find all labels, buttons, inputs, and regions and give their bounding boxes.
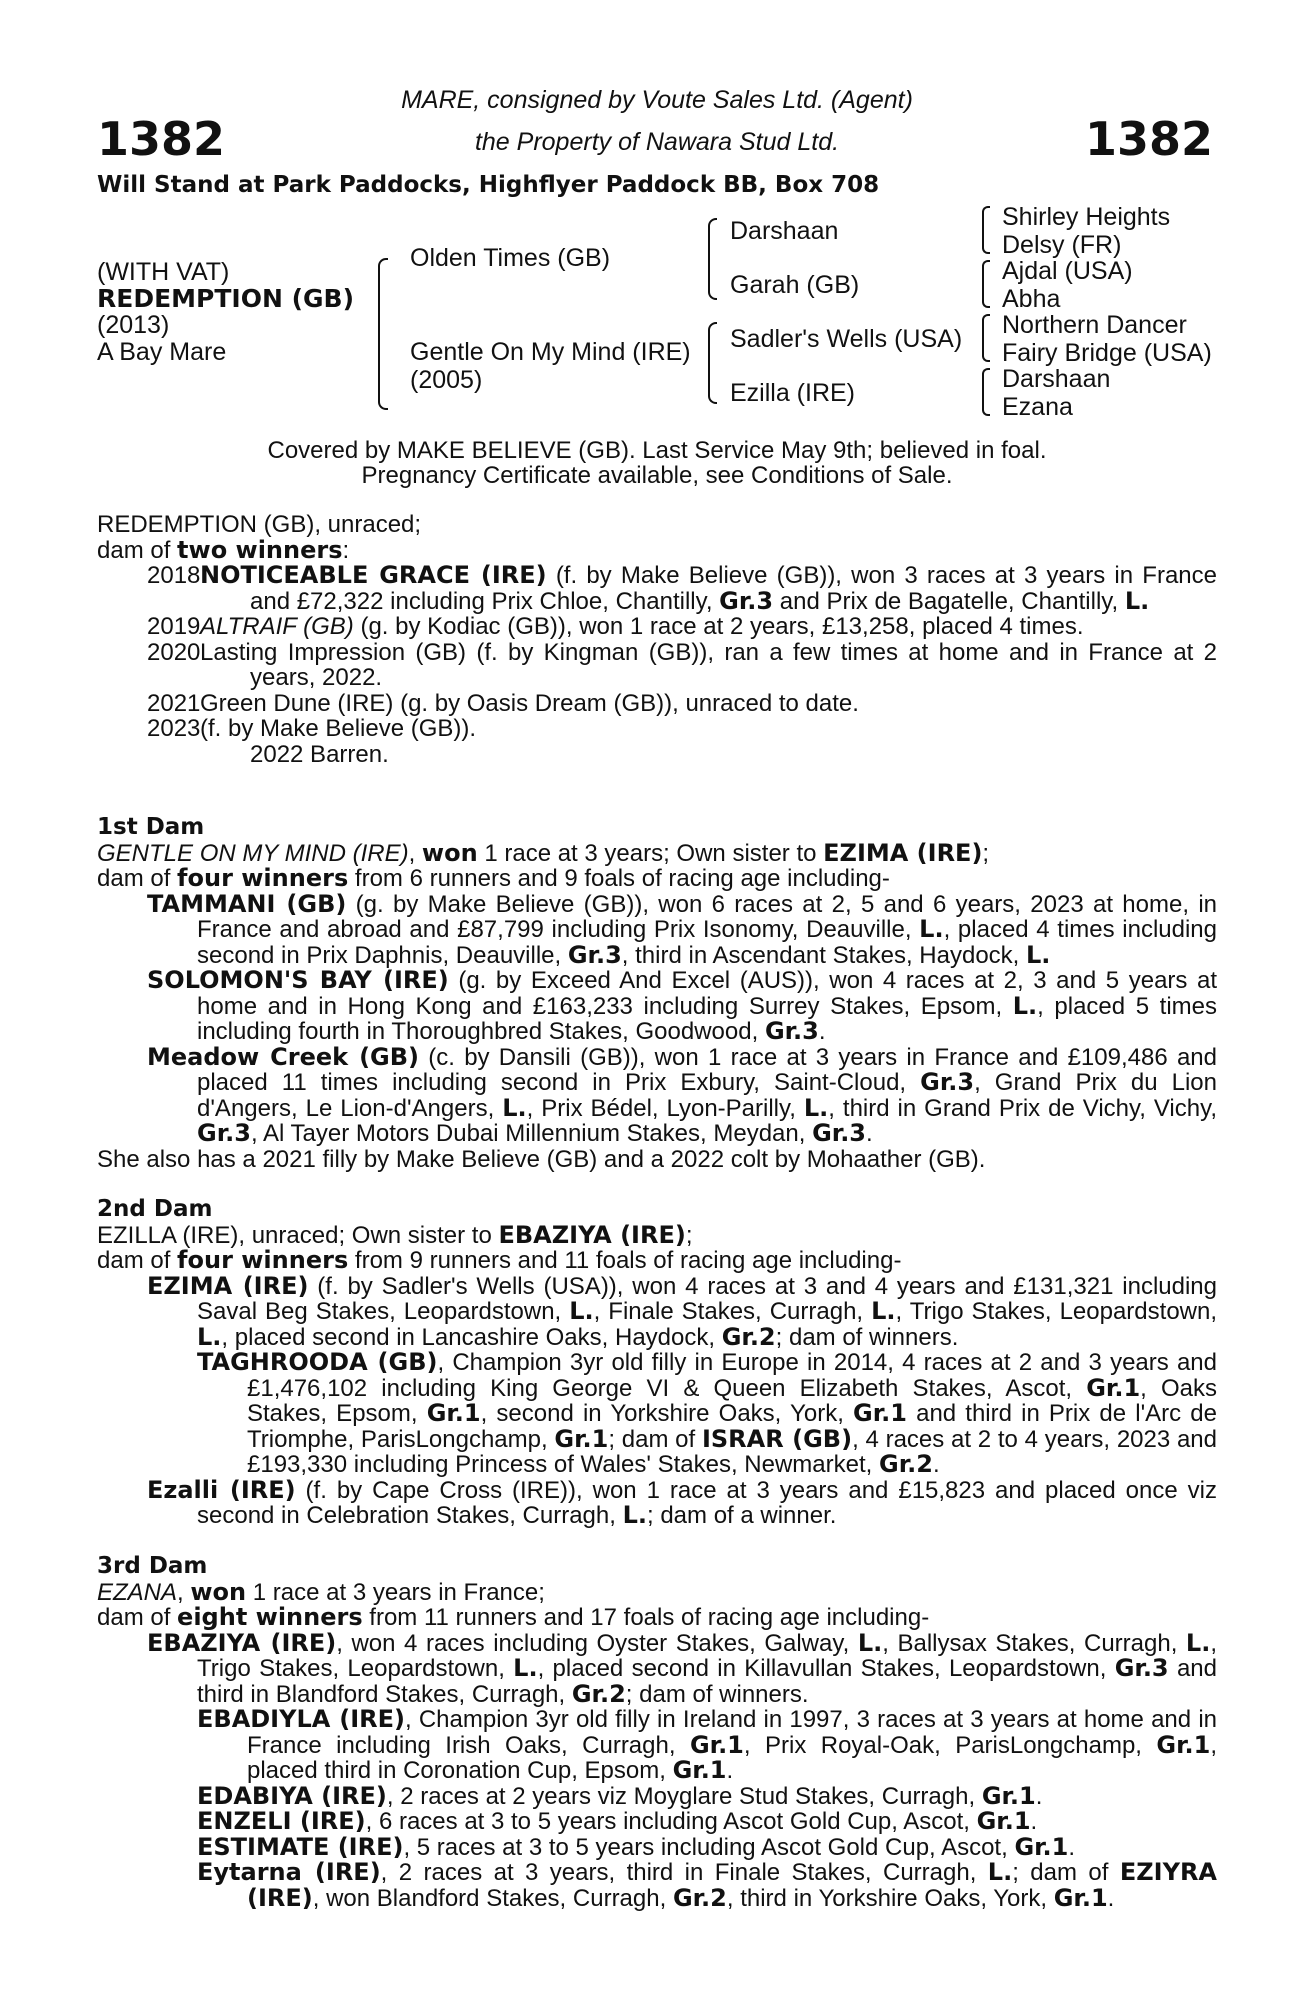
lot-number-left: 1382 bbox=[97, 112, 226, 166]
section-heading: 1st Dam bbox=[97, 814, 205, 840]
produce-year: 2020 bbox=[147, 638, 201, 666]
progeny-entry: ENZELI (IRE), 6 races at 3 to 5 years including Ascot Gold Cup, Ascot, Gr.1. bbox=[197, 1807, 1038, 1835]
produce-entry: (f. by Make Believe (GB)). bbox=[200, 715, 477, 742]
vat-label: (WITH VAT) bbox=[97, 258, 230, 286]
dam-year: (2005) bbox=[410, 366, 483, 394]
horse-name: REDEMPTION (GB) bbox=[97, 284, 355, 313]
progeny-entry: TAMMANI (GB) (g. by Make Believe (GB)), won 6 races at 2, 5 and 6 years, 2023 at home, in France and abroad and £87,799 including Prix Isonomy, Deauville, L., placed 4 times including second in Prix Daphnis, Deauville, Gr.3, third in Ascendant Stakes, Haydock, L. bbox=[147, 889, 1218, 969]
pedigree-g6: Fairy Bridge (USA) bbox=[1002, 339, 1212, 367]
third-dam-section bbox=[97, 1554, 1217, 1911]
pedigree-g3: Ajdal (USA) bbox=[1002, 257, 1133, 285]
pedigree-g7: Darshaan bbox=[1002, 365, 1111, 393]
brace bbox=[378, 258, 388, 410]
progeny-entry: EBADIYLA (IRE), Champion 3yr old filly in Ireland in 1997, 3 races at 3 years at home and in France including Irish Oaks, Curragh, Gr.1, Prix Royal-Oak, ParisLongchamp, Gr.1, placed third in Coronation Cup, Epsom, Gr.1. bbox=[197, 1705, 1218, 1784]
sire-sire: Darshaan bbox=[730, 217, 839, 245]
produce-year: 2019 bbox=[147, 613, 201, 640]
section-heading: 3rd Dam bbox=[97, 1553, 208, 1579]
lot-number-right: 1382 bbox=[1085, 112, 1214, 166]
produce-row bbox=[97, 563, 1217, 614]
pedigree-g2: Delsy (FR) bbox=[1002, 231, 1122, 259]
pedigree-g4: Abha bbox=[1002, 285, 1061, 313]
produce-row bbox=[97, 614, 1217, 640]
produce-row bbox=[97, 691, 1217, 717]
dam: Gentle On My Mind (IRE) bbox=[410, 338, 691, 366]
stand-location: Will Stand at Park Paddocks, Highflyer Paddock BB, Box 708 bbox=[97, 172, 880, 198]
brace bbox=[708, 322, 717, 404]
dam-line: GENTLE ON MY MIND (IRE), won 1 race at 3 years; Own sister to EZIMA (IRE); bbox=[97, 838, 990, 867]
also-line: She also has a 2021 filly by Make Believe (GB) and a 2022 colt by Mohaather (GB). bbox=[97, 1145, 986, 1173]
brace bbox=[982, 314, 990, 362]
progeny-entry: EBAZIYA (IRE), won 4 races including Oyster Stakes, Galway, L., Ballysax Stakes, Curragh, L., Trigo Stakes, Leopardstown, L., placed second in Killavullan Stakes, Leopardstown, Gr.3 and third in Blandford Stakes, Curragh, Gr.2; dam of winners. bbox=[147, 1628, 1218, 1708]
produce-intro: REDEMPTION (GB), unraced; bbox=[97, 511, 422, 538]
pedigree-g8: Ezana bbox=[1002, 393, 1073, 421]
dam-sire: Sadler's Wells (USA) bbox=[730, 325, 963, 353]
produce-year: 2021 bbox=[147, 689, 201, 717]
produce-dam-of: dam of two winners: bbox=[97, 535, 350, 564]
pedigree-g1: Shirley Heights bbox=[1002, 203, 1171, 231]
progeny-entry: EZIMA (IRE) (f. by Sadler's Wells (USA)), won 4 races at 3 and 4 years and £131,321 including Saval Beg Stakes, Leopardstown, L., Finale Stakes, Curragh, L., Trigo Stakes, Leopardstown, L., placed second in Lancashire Oaks, Haydock, Gr.2; dam of winners. bbox=[147, 1271, 1218, 1351]
brace bbox=[708, 218, 717, 300]
produce-entry: NOTICEABLE GRACE (IRE) (f. by Make Believe (GB)), won 3 races at 3 years in France and £72,322 including Prix Chloe, Chantilly, Gr.3 and Prix de Bagatelle, Chantilly, L. bbox=[200, 561, 1217, 615]
covered-line: Covered by MAKE BELIEVE (GB). Last Service May 9th; believed in foal. bbox=[267, 437, 1047, 464]
consignor-line: MARE, consigned by Voute Sales Ltd. (Agent) bbox=[401, 86, 913, 114]
pregnancy-line: Pregnancy Certificate available, see Conditions of Sale. bbox=[361, 462, 953, 489]
dam-of-line: dam of four winners from 6 runners and 9 foals of racing age including- bbox=[97, 864, 890, 892]
dam-dam: Ezilla (IRE) bbox=[730, 379, 856, 407]
dam-line: EZILLA (IRE), unraced; Own sister to EBAZIYA (IRE); bbox=[97, 1220, 693, 1249]
progeny-entry: TAGHROODA (GB), Champion 3yr old filly in Europe in 2014, 4 races at 2 and 3 years and £1,476,102 including King George VI & Queen Elizabeth Stakes, Ascot, Gr.1, Oaks Stakes, Epsom, Gr.1, second in Yorkshire Oaks, York, Gr.1 and third in Prix de l'Arc de Triomphe, ParisLongchamp, Gr.1; dam of ISRAR (GB), 4 races at 2 to 4 years, 2023 and £193,330 including Princess of Wales' Stakes, Newmarket, Gr.2. bbox=[197, 1348, 1218, 1478]
produce-record bbox=[97, 512, 1217, 767]
second-dam-section bbox=[97, 1197, 1217, 1529]
brace bbox=[982, 206, 990, 254]
progeny-entry: Eytarna (IRE), 2 races at 3 years, third in Finale Stakes, Curragh, L.; dam of EZIYRA (IRE), won Blandford Stakes, Curragh, Gr.2, third in Yorkshire Oaks, York, Gr.1. bbox=[197, 1858, 1218, 1912]
property-line: the Property of Nawara Stud Ltd. bbox=[474, 128, 840, 156]
horse-year: (2013) bbox=[97, 311, 170, 339]
first-dam-section bbox=[97, 815, 1217, 1172]
progeny-entry: ESTIMATE (IRE), 5 races at 3 to 5 years including Ascot Gold Cup, Ascot, Gr.1. bbox=[197, 1832, 1076, 1861]
progeny-entry: Meadow Creek (GB) (c. by Dansili (GB)), won 1 race at 3 years in France and £109,486 and placed 11 times including second in Prix Exbury, Saint-Cloud, Gr.3, Grand Prix du Lion d'Angers, Le Lion-d'Angers, L., Prix Bédel, Lyon-Parilly, L., third in Grand Prix de Vichy, Vichy, Gr.3, Al Tayer Motors Dubai Millennium Stakes, Meydan, Gr.3. bbox=[147, 1042, 1217, 1147]
produce-row bbox=[97, 640, 1217, 691]
progeny-entry: SOLOMON'S BAY (IRE) (g. by Exceed And Excel (AUS)), won 4 races at 2, 3 and 5 years at home and in Hong Kong and £163,233 including Surrey Stakes, Epsom, L., placed 5 times including fourth in Thoroughbred Stakes, Goodwood, Gr.3. bbox=[147, 966, 1218, 1045]
sire-dam: Garah (GB) bbox=[730, 271, 860, 299]
progeny-entry: EDABIYA (IRE), 2 races at 2 years viz Moyglare Stud Stakes, Curragh, Gr.1. bbox=[197, 1781, 1043, 1810]
produce-row bbox=[97, 742, 1217, 768]
produce-entry: Lasting Impression (GB) (f. by Kingman (GB)), ran a few times at home and in France at 2 years, 2022. bbox=[200, 638, 1217, 691]
sire: Olden Times (GB) bbox=[410, 244, 611, 272]
produce-entry: 2022 Barren. bbox=[250, 740, 389, 768]
produce-entry: ALTRAIF (GB) (g. by Kodiac (GB)), won 1 race at 2 years, £13,258, placed 4 times. bbox=[200, 613, 1084, 640]
brace bbox=[982, 368, 990, 416]
progeny-entry: Ezalli (IRE) (f. by Cape Cross (IRE)), won 1 race at 3 years and £15,823 and placed once viz second in Celebration Stakes, Curragh, L.; dam of a winner. bbox=[147, 1475, 1217, 1529]
produce-entry: Green Dune (IRE) (g. by Oasis Dream (GB)), unraced to date. bbox=[200, 689, 859, 717]
produce-year: 2018 bbox=[147, 562, 201, 589]
produce-row bbox=[97, 716, 1217, 742]
pedigree-g5: Northern Dancer bbox=[1002, 311, 1187, 339]
dam-line: EZANA, won 1 race at 3 years in France; bbox=[97, 1577, 545, 1606]
produce-year: 2023 bbox=[147, 715, 201, 742]
dam-of-line: dam of four winners from 9 runners and 11 foals of racing age including- bbox=[97, 1246, 902, 1274]
dam-of-line: dam of eight winners from 11 runners and 17 foals of racing age including- bbox=[97, 1603, 930, 1631]
horse-description: A Bay Mare bbox=[97, 338, 227, 366]
brace bbox=[982, 260, 990, 308]
section-heading: 2nd Dam bbox=[97, 1196, 213, 1222]
